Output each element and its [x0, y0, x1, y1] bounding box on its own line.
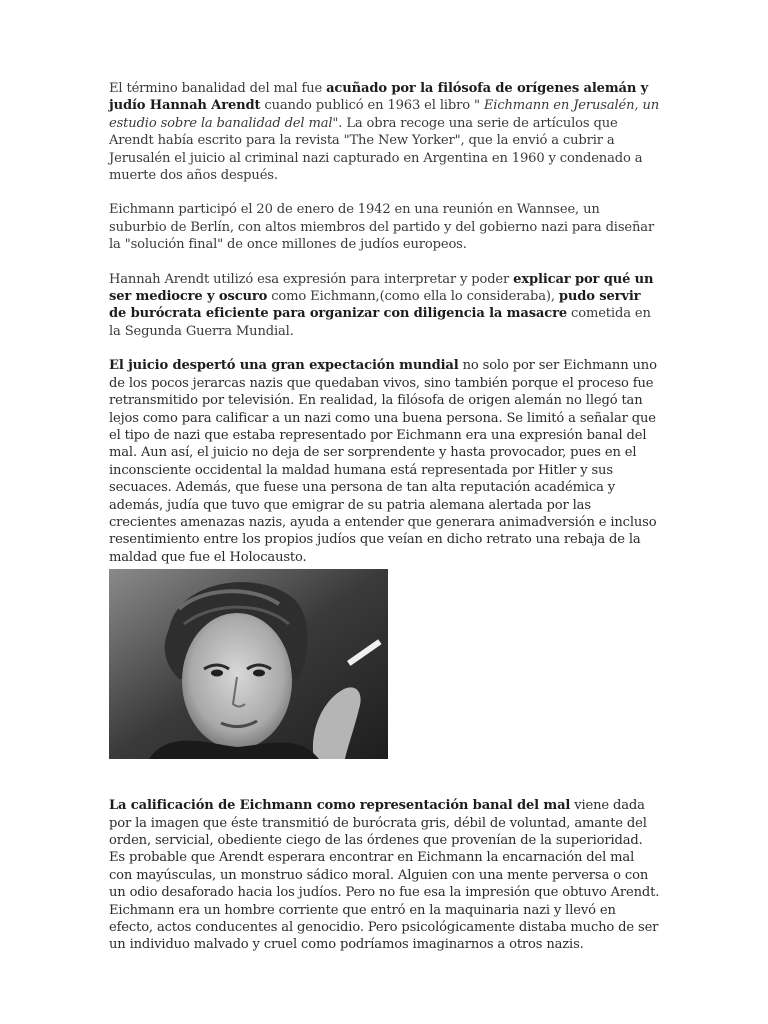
- bold-run: pudo servir de burócrata eficiente para organizar con diligencia la masacre: [109, 289, 641, 322]
- text-run: como Eichmann,(como ella lo consideraba),: [267, 289, 559, 305]
- text-run: Hannah Arendt utilizó esa expresión para interpretar y poder: [109, 271, 514, 287]
- bold-run: El juicio despertó una gran expectación mundial: [109, 358, 459, 374]
- text-run: cometida en la Segunda Guerra Mundial.: [109, 306, 651, 339]
- text-run: cuando publicó en 1963 el libro ": [260, 98, 480, 114]
- text-run: El término banalidad del mal fue: [109, 81, 327, 96]
- paragraph-trial-expectation: [109, 357, 661, 566]
- paragraph-banal-evil: [109, 797, 661, 954]
- bold-run: La calificación de Eichmann como representación banal del mal: [109, 798, 571, 814]
- paragraph-arendt-expression: [109, 271, 661, 341]
- bold-run: explicar por qué un ser mediocre y oscuro: [109, 271, 654, 305]
- paragraph-banality-term: [109, 80, 661, 184]
- portrait-photo: [109, 569, 388, 759]
- text-run: Eichmann participó el 20 de enero de 1942 en una reunión en Wannsee, un suburbio de Berlín, con altos miembros del partido y del gobierno nazi para diseñar la "solución final" de once millones de judíos europeos.: [109, 202, 655, 253]
- text-run: viene dada por la imagen que éste transmitió de burócrata gris, débil de voluntad, amante del orden, servicial, obediente ciego de las órdenes que provenían de la superioridad. Es probable que Arendt esperara encontrar en Eichmann la encarnación del mal con mayúsculas, un monstruo sádico moral. Alguien con una mente perversa o con un odio desaforado hacia los judíos. Pero no fue esa la impresión que obtuvo Arendt. Eichmann era un hombre corriente que entró en la maquinaria nazi y llevó en efecto, actos conducentes al genocidio. Pero psicológicamente distaba mucho de ser un individuo malvado y cruel como podríamos imaginarnos a otros nazis.: [109, 798, 660, 953]
- book-title: Eichmann en Jerusalén, un estudio sobre la banalidad del mal: [109, 98, 660, 131]
- bold-run: acuñado por la filósofa de orígenes alemán y judío Hannah Arendt: [109, 81, 649, 114]
- document-body: [109, 80, 661, 954]
- portrait-illustration: [109, 569, 388, 759]
- text-run: ". La obra recoge una serie de artículos que Arendt había escrito para la revista "The New Yorker", que la envió a cubrir a Jerusalén el juicio al criminal nazi capturado en Argentina en 1960 y condenado a muerte dos años después.: [109, 115, 643, 184]
- text-run: no solo por ser Eichmann uno de los pocos jerarcas nazis que quedaban vivos, sino también porque el proceso fue retransmitido por televisión. En realidad, la filósofa de origen alemán no llegó tan lejos como para calificar a un nazi como una buena persona. Se limitó a señalar que el tipo de nazi que estaba representado por Eichmann era una expresión banal del mal. Aun así, el juicio no deja de ser sorprendente y hasta provocador, pues en el inconsciente occidental la maldad humana está representada por Hitler y sus secuaces. Además, que fuese una persona de tan alta reputación académica y además, judía que tuvo que emigrar de su patria alemana alertada por las crecientes amenazas nazis, ayuda a entender que generara animadversión e incluso resentimiento entre los propios judíos que veían en dicho retrato una rebaja de la maldad que fue el Holocausto.: [109, 358, 657, 565]
- paragraph-wannsee: [109, 201, 661, 253]
